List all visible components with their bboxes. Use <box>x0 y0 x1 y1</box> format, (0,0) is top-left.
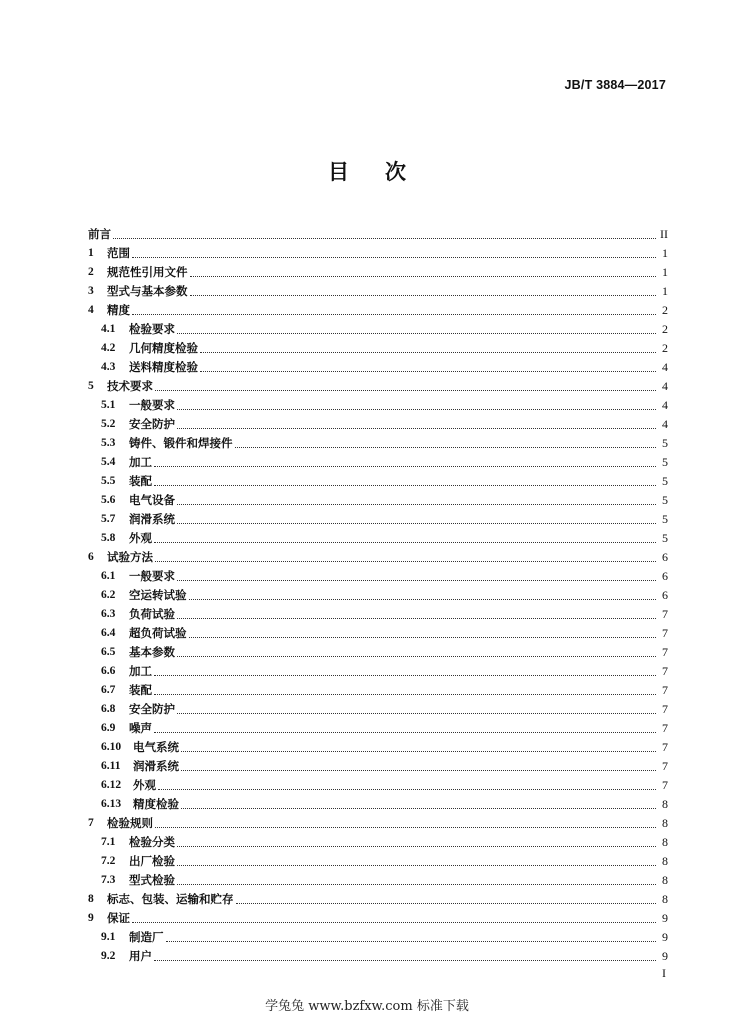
toc-entry-number: 6.8 <box>101 703 116 715</box>
page-number: I <box>662 966 666 980</box>
toc-entry-page: 5 <box>662 436 668 450</box>
toc-entry-title: 电气系统 <box>133 740 179 754</box>
toc-entry-page: 4 <box>662 379 668 393</box>
toc-leader-dots <box>181 769 656 771</box>
toc-entry[interactable] <box>88 241 668 260</box>
toc-entry-page: 7 <box>662 702 668 716</box>
toc-leader-dots <box>190 275 657 277</box>
toc-entry-page: 8 <box>662 816 668 830</box>
toc-entry[interactable] <box>88 659 668 678</box>
toc-entry-page: 9 <box>662 930 668 944</box>
toc-leader-dots <box>236 902 657 904</box>
toc-entry-title: 技术要求 <box>107 379 153 393</box>
toc-entry-title: 加工 <box>129 664 152 678</box>
toc-entry-number: 7 <box>88 817 94 829</box>
toc-entry-number: 8 <box>88 893 94 905</box>
toc-entry[interactable] <box>88 279 668 298</box>
toc-entry-title: 润滑系统 <box>129 512 175 526</box>
toc-entry-page: 8 <box>662 873 668 887</box>
toc-leader-dots <box>155 826 656 828</box>
toc-entry[interactable] <box>88 355 668 374</box>
toc-leader-dots <box>177 503 656 505</box>
toc-entry[interactable] <box>88 488 668 507</box>
toc-leader-dots <box>235 446 657 448</box>
toc-entry-title: 安全防护 <box>129 702 175 716</box>
toc-entry[interactable] <box>88 754 668 773</box>
toc-leader-dots <box>154 674 656 676</box>
toc-entry-page: 7 <box>662 683 668 697</box>
toc-entry-page: 6 <box>662 569 668 583</box>
toc-entry-number: 6.4 <box>101 627 116 639</box>
toc-entry[interactable] <box>88 621 668 640</box>
toc-entry[interactable] <box>88 450 668 469</box>
toc-entry[interactable] <box>88 849 668 868</box>
toc-leader-dots <box>177 427 656 429</box>
standard-code: JB/T 3884—2017 <box>564 78 666 92</box>
toc-leader-dots <box>189 636 657 638</box>
toc-entry[interactable] <box>88 336 668 355</box>
toc-entry[interactable] <box>88 393 668 412</box>
toc-entry-title: 精度 <box>107 303 130 317</box>
toc-entry[interactable] <box>88 564 668 583</box>
toc-entry-page: 1 <box>662 284 668 298</box>
toc-entry[interactable] <box>88 583 668 602</box>
toc-entry-number: 5.2 <box>101 418 116 430</box>
toc-entry[interactable] <box>88 507 668 526</box>
toc-entry-page: 4 <box>662 360 668 374</box>
toc-leader-dots <box>154 959 656 961</box>
toc-entry-title: 检验要求 <box>129 322 175 336</box>
toc-entry-page: 2 <box>662 322 668 336</box>
toc-entry-number: 6.13 <box>101 798 122 810</box>
toc-entry-title: 铸件、锻件和焊接件 <box>129 436 233 450</box>
toc-entry[interactable] <box>88 716 668 735</box>
toc-leader-dots <box>177 522 656 524</box>
toc-entry[interactable] <box>88 431 668 450</box>
toc-entry-page: 9 <box>662 911 668 925</box>
toc-leader-dots <box>154 465 656 467</box>
toc-leader-dots <box>132 921 656 923</box>
toc-entry-page: II <box>660 227 668 241</box>
toc-entry-title: 型式与基本参数 <box>107 284 188 298</box>
toc-entry[interactable] <box>88 260 668 279</box>
toc-leader-dots <box>181 807 656 809</box>
watermark-text: 学兔兔 www.bzfxw.com 标准下载 <box>265 999 469 1014</box>
toc-entry-page: 7 <box>662 664 668 678</box>
toc-entry-page: 7 <box>662 721 668 735</box>
toc-entry-title: 噪声 <box>129 721 152 735</box>
toc-entry[interactable] <box>88 811 668 830</box>
toc-entry-page: 7 <box>662 759 668 773</box>
toc-leader-dots <box>177 864 656 866</box>
toc-entry[interactable] <box>88 298 668 317</box>
toc-entry-title: 加工 <box>129 455 152 469</box>
toc-entry[interactable] <box>88 469 668 488</box>
toc-entry-page: 9 <box>662 949 668 963</box>
toc-leader-dots <box>154 541 656 543</box>
toc-leader-dots <box>132 313 656 315</box>
toc-entry-page: 1 <box>662 246 668 260</box>
toc-entry-title: 装配 <box>129 474 152 488</box>
toc-leader-dots <box>155 560 656 562</box>
toc-leader-dots <box>132 256 656 258</box>
toc-entry-number: 5.8 <box>101 532 116 544</box>
toc-entry-title: 用户 <box>129 949 152 963</box>
toc-entry[interactable] <box>88 640 668 659</box>
toc-entry-number: 6.6 <box>101 665 116 677</box>
toc-entry-title: 装配 <box>129 683 152 697</box>
toc-entry-page: 2 <box>662 303 668 317</box>
toc-entry-page: 8 <box>662 892 668 906</box>
toc-entry[interactable] <box>88 773 668 792</box>
toc-entry-page: 7 <box>662 740 668 754</box>
toc-entry-number: 6.9 <box>101 722 116 734</box>
toc-entry[interactable] <box>88 925 668 944</box>
toc-entry-number: 5.7 <box>101 513 116 525</box>
toc-entry-page: 8 <box>662 854 668 868</box>
toc-entry-title: 空运转试验 <box>129 588 187 602</box>
toc-entry-page: 6 <box>662 588 668 602</box>
toc-entry-title: 负荷试验 <box>129 607 175 621</box>
toc-entry[interactable] <box>88 545 668 564</box>
toc-entry-page: 5 <box>662 531 668 545</box>
toc-leader-dots <box>177 617 656 619</box>
toc-entry-title: 检验规则 <box>107 816 153 830</box>
toc-entry-number: 6.11 <box>101 760 121 772</box>
toc-leader-dots <box>177 408 656 410</box>
toc-entry-page: 7 <box>662 607 668 621</box>
toc-entry-title: 前言 <box>88 227 111 241</box>
toc-entry-page: 7 <box>662 626 668 640</box>
toc-entry-number: 4.2 <box>101 342 116 354</box>
toc-entry-number: 6.7 <box>101 684 116 696</box>
toc-entry-title: 超负荷试验 <box>129 626 187 640</box>
toc-leader-dots <box>177 332 656 334</box>
toc-entry-page: 7 <box>662 778 668 792</box>
toc-entry-number: 1 <box>88 247 94 259</box>
toc-leader-dots <box>181 750 656 752</box>
toc-entry-title: 制造厂 <box>129 930 164 944</box>
toc-entry-title: 送料精度检验 <box>129 360 198 374</box>
toc-entry-title: 精度检验 <box>133 797 179 811</box>
toc-entry-number: 5.5 <box>101 475 116 487</box>
toc-entry-number: 5.4 <box>101 456 116 468</box>
toc-entry-title: 保证 <box>107 911 130 925</box>
toc-entry-page: 8 <box>662 835 668 849</box>
toc-leader-dots <box>154 731 656 733</box>
toc-entry-number: 4.3 <box>101 361 116 373</box>
toc-entry-page: 5 <box>662 512 668 526</box>
toc-entry[interactable] <box>88 222 668 241</box>
toc-entry-page: 2 <box>662 341 668 355</box>
toc-entry-title: 安全防护 <box>129 417 175 431</box>
toc-entry-page: 5 <box>662 455 668 469</box>
toc-leader-dots <box>200 370 656 372</box>
toc-entry-title: 范围 <box>107 246 130 260</box>
toc-entry-page: 1 <box>662 265 668 279</box>
toc-leader-dots <box>155 389 656 391</box>
toc-entry[interactable] <box>88 697 668 716</box>
toc-entry-title: 规范性引用文件 <box>107 265 188 279</box>
toc-entry-number: 7.3 <box>101 874 116 886</box>
toc-entry-title: 一般要求 <box>129 569 175 583</box>
toc-entry-title: 一般要求 <box>129 398 175 412</box>
toc-entry-number: 4 <box>88 304 94 316</box>
toc-entry-title: 外观 <box>129 531 152 545</box>
toc-entry-number: 5.3 <box>101 437 116 449</box>
toc-leader-dots <box>154 693 656 695</box>
toc-entry[interactable] <box>88 906 668 925</box>
toc-entry-title: 外观 <box>133 778 156 792</box>
toc-entry-page: 7 <box>662 645 668 659</box>
toc-entry[interactable] <box>88 944 668 963</box>
toc-entry[interactable] <box>88 830 668 849</box>
toc-entry-page: 8 <box>662 797 668 811</box>
toc-entry-page: 6 <box>662 550 668 564</box>
toc-leader-dots <box>190 294 657 296</box>
toc-entry-number: 5.1 <box>101 399 116 411</box>
toc-entry[interactable] <box>88 374 668 393</box>
toc-entry-page: 5 <box>662 493 668 507</box>
toc-leader-dots <box>177 845 656 847</box>
toc-entry-number: 5.6 <box>101 494 116 506</box>
toc-leader-dots <box>177 712 656 714</box>
toc-leader-dots <box>200 351 656 353</box>
toc-entry-number: 4.1 <box>101 323 116 335</box>
toc-entry-number: 7.1 <box>101 836 116 848</box>
toc-entry[interactable] <box>88 887 668 906</box>
toc-leader-dots <box>189 598 657 600</box>
toc-entry-number: 6.2 <box>101 589 116 601</box>
toc-leader-dots <box>177 655 656 657</box>
toc-entry[interactable] <box>88 868 668 887</box>
table-of-contents <box>88 222 668 963</box>
toc-entry[interactable] <box>88 317 668 336</box>
toc-leader-dots <box>154 484 656 486</box>
toc-entry-title: 电气设备 <box>129 493 175 507</box>
toc-leader-dots <box>177 579 656 581</box>
toc-entry[interactable] <box>88 602 668 621</box>
toc-entry-title: 标志、包装、运输和贮存 <box>107 892 234 906</box>
toc-entry-number: 5 <box>88 380 94 392</box>
toc-entry-number: 7.2 <box>101 855 116 867</box>
toc-entry-title: 出厂检验 <box>129 854 175 868</box>
toc-entry-number: 6 <box>88 551 94 563</box>
toc-entry-title: 试验方法 <box>107 550 153 564</box>
toc-entry-number: 6.12 <box>101 779 122 791</box>
toc-entry-number: 9.2 <box>101 950 116 962</box>
toc-leader-dots <box>166 940 657 942</box>
toc-entry-page: 5 <box>662 474 668 488</box>
toc-entry-number: 2 <box>88 266 94 278</box>
toc-entry[interactable] <box>88 526 668 545</box>
toc-entry-number: 9.1 <box>101 931 116 943</box>
toc-entry-number: 6.10 <box>101 741 122 753</box>
toc-entry-page: 4 <box>662 417 668 431</box>
toc-entry[interactable] <box>88 735 668 754</box>
toc-leader-dots <box>113 237 656 239</box>
toc-entry[interactable] <box>88 412 668 431</box>
toc-entry-number: 6.1 <box>101 570 116 582</box>
toc-entry-page: 4 <box>662 398 668 412</box>
toc-leader-dots <box>177 883 656 885</box>
toc-entry-title: 基本参数 <box>129 645 175 659</box>
toc-entry-number: 9 <box>88 912 94 924</box>
toc-entry-number: 6.5 <box>101 646 116 658</box>
toc-entry-title: 润滑系统 <box>133 759 179 773</box>
toc-entry-title: 几何精度检验 <box>129 341 198 355</box>
toc-entry-number: 3 <box>88 285 94 297</box>
toc-entry[interactable] <box>88 678 668 697</box>
toc-entry-number: 6.3 <box>101 608 116 620</box>
toc-entry-title: 型式检验 <box>129 873 175 887</box>
toc-leader-dots <box>158 788 656 790</box>
toc-entry[interactable] <box>88 792 668 811</box>
page-title: 目次 <box>328 160 442 184</box>
toc-entry-title: 检验分类 <box>129 835 175 849</box>
